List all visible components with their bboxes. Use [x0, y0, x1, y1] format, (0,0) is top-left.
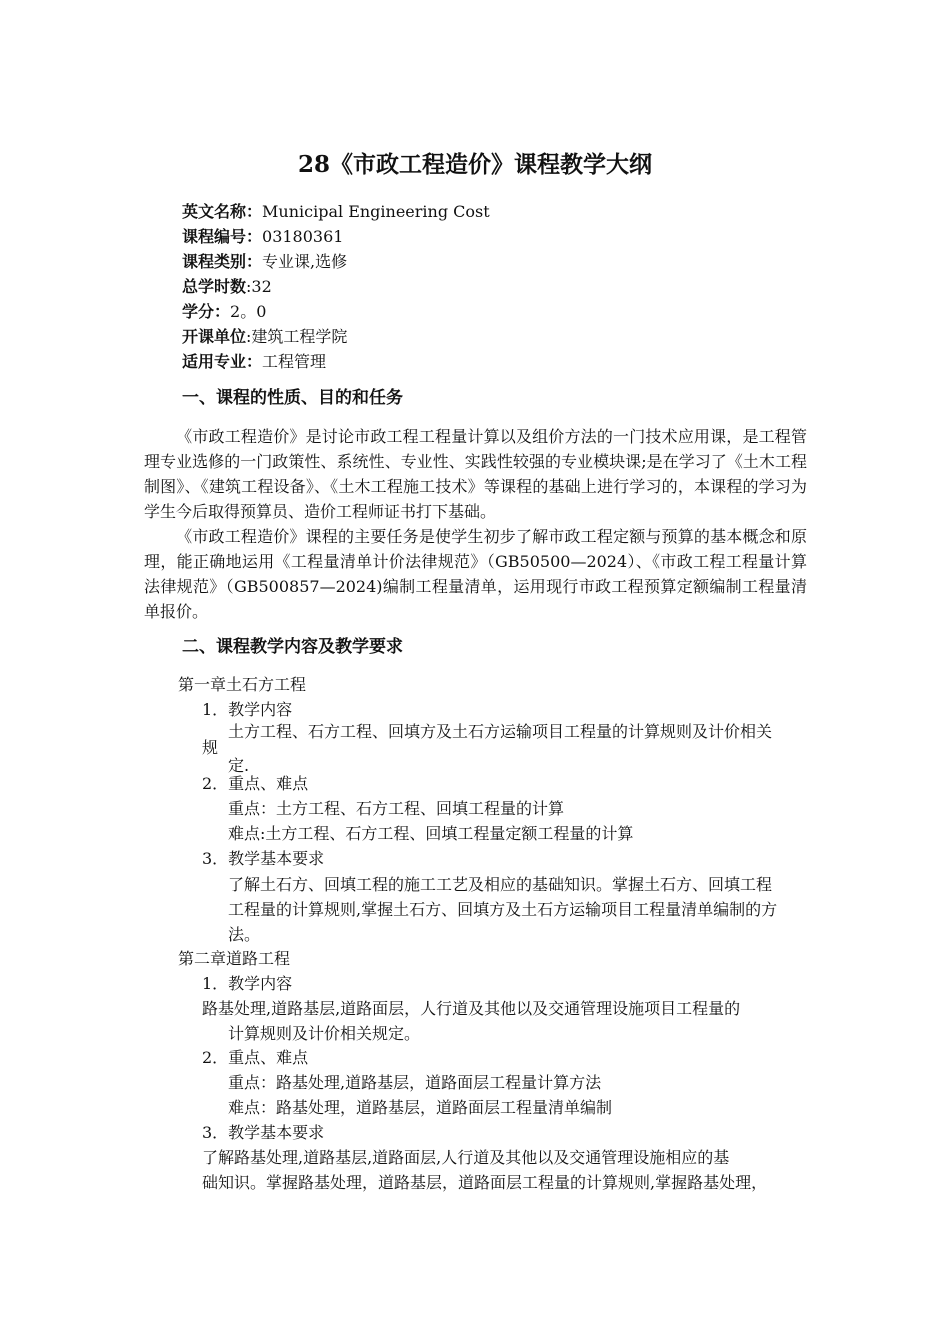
list-item-text: 法。 [228, 925, 261, 944]
info-english-name: 英文名称：Municipal Engineering Cost [182, 202, 490, 221]
list-item: 1．教学内容 [202, 974, 293, 993]
list-item: 3．教学基本要求 [202, 1123, 325, 1142]
info-course-code: 课程编号：03180361 [182, 227, 344, 246]
list-item-text: 了解土石方、回填工程的施工工艺及相应的基础知识。掌握土石方、回填工程 [228, 875, 773, 894]
info-credits: 学分：2。0 [182, 302, 267, 321]
list-item-text: 工程量的计算规则,掌握土石方、回填方及土石方运输项目工程量清单编制的方 [228, 900, 778, 919]
info-department: 开课单位:建筑工程学院 [182, 327, 348, 346]
list-item-text: 重点：路基处理,道路基层，道路面层工程量计算方法 [228, 1073, 602, 1092]
list-item-text: 重点：土方工程、石方工程、回填工程量的计算 [228, 799, 565, 818]
list-item: 2．重点、难点 [202, 774, 309, 793]
list-item-text: 规 [202, 738, 219, 757]
list-item-text: 路基处理,道路基层,道路面层，人行道及其他以及交通管理设施项目工程量的 [202, 999, 741, 1018]
chapter-title: 第一章土石方工程 [178, 675, 307, 694]
list-item-text: 土方工程、石方工程、回填方及土石方运输项目工程量的计算规则及计价相关 [228, 722, 773, 741]
list-item: 2．重点、难点 [202, 1048, 309, 1067]
paragraph-nature: 《市政工程造价》是讨论市政工程工程量计算以及组价方法的一门技术应用课，是工程管理专业选修的一门政策性、系统性、专业性、实践性较强的专业模块课;是在学习了《土木工程制图》、《建筑工程设备》、《土木工程施工技术》等课程的基础上进行学习的，本课程的学习为学生今后取得预算员、造价工程师证书打下基础。 [144, 427, 807, 521]
info-major: 适用专业：工程管理 [182, 352, 327, 371]
list-item: 3．教学基本要求 [202, 849, 325, 868]
list-item-text: 了解路基处理,道路基层,道路面层,人行道及其他以及交通管理设施相应的基 [202, 1148, 730, 1167]
info-course-category: 课程类别：专业课,选修 [182, 252, 348, 271]
chapter-title: 第二章道路工程 [178, 949, 291, 968]
list-item: 1．教学内容 [202, 700, 293, 719]
list-item-text: 础知识。掌握路基处理，道路基层，道路面层工程量的计算规则,掌握路基处理， [202, 1173, 768, 1192]
section-heading-nature: 一、课程的性质、目的和任务 [182, 388, 403, 408]
list-item-text: 难点:土方工程、石方工程、回填工程量定额工程量的计算 [228, 824, 634, 843]
list-item-text: 计算规则及计价相关规定。 [228, 1024, 421, 1043]
paragraph-tasks: 《市政工程造价》课程的主要任务是使学生初步了解市政工程定额与预算的基本概念和原理，能正确地运用《工程量清单计价法律规范》（GB50500—2024）、《市政工程工程量计算法律规范》（GB500857—2024)编制工程量清单，运用现行市政工程预算定额编制工程量清单报价。 [144, 527, 807, 621]
info-total-hours: 总学时数:32 [182, 277, 272, 296]
list-item-text: 定. [228, 756, 250, 775]
list-item-text: 难点：路基处理，道路基层，道路面层工程量清单编制 [228, 1098, 613, 1117]
page-title: 28《市政工程造价》课程教学大纲 [297, 151, 652, 178]
section-heading-content: 二、课程教学内容及教学要求 [182, 637, 403, 657]
